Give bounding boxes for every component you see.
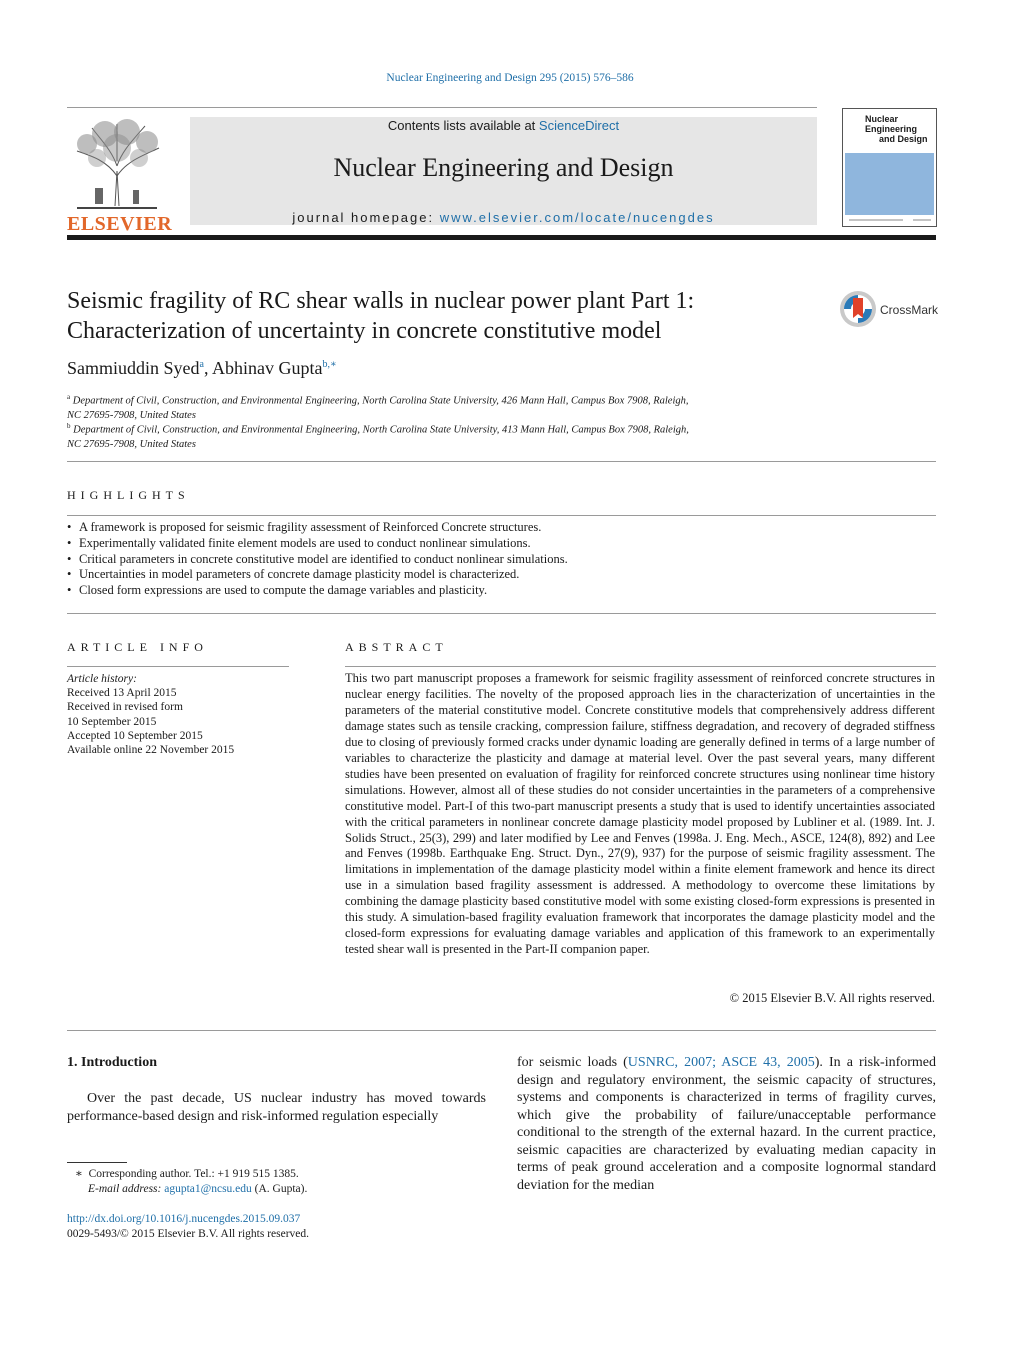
email-label: E-mail address: xyxy=(88,1182,165,1195)
intro-text: ). In a risk-informed design and regulatory environment, the seismic capacity of structures, systems and components is characterized in terms of fragility curves, which give the probability of failure/unacceptable performance conditional to the strength of the external hazard. In the current practice, seismic capacities are characterized by evaluating median capacity in terms of peak ground acceleration and a composite lognormal standard deviation for the median xyxy=(517,1055,937,1193)
cover-title-line1: Nuclear Engineering xyxy=(865,114,918,134)
journal-reference[interactable]: Nuclear Engineering and Design 295 (2015) 576–586 xyxy=(386,72,634,84)
history-entry: Available online 22 November 2015 xyxy=(67,744,235,757)
abstract-rule xyxy=(345,666,936,667)
highlights-list xyxy=(67,520,937,599)
affiliation-text: NC 27695-7908, United States xyxy=(67,410,196,421)
affiliation-text: Department of Civil, Construction, and Environmental Engineering, North Carolina State University, 426 Mann Hall, Campus Box 7908, Raleigh, xyxy=(72,395,689,407)
highlight-item: • Critical parameters in concrete constitutive model are identified to conduct nonlinear simulations. xyxy=(67,552,937,568)
contents-line xyxy=(190,118,817,133)
footnote-text: Corresponding author. Tel.: +1 919 515 1385. xyxy=(88,1168,299,1180)
highlight-item: • Experimentally validated finite element models are used to conduct nonlinear simulations. xyxy=(67,536,937,552)
cover-title xyxy=(843,109,936,144)
footnote-marker: ∗ xyxy=(75,1168,83,1180)
paper-title xyxy=(67,286,827,346)
doi-block xyxy=(67,1212,487,1241)
article-history-label: Article history: xyxy=(67,673,137,685)
paper-title-line1: Seismic fragility of RC shear walls in nuclear power plant Part 1: xyxy=(67,288,695,314)
affiliation-text: Department of Civil, Construction, and Environmental Engineering, North Carolina State University, 413 Mann Hall, Campus Box 7908, Raleigh, xyxy=(73,424,689,436)
introduction-left-column: Over the past decade, US nuclear industry has moved towards performance-based design and risk-informed regulation especially xyxy=(67,1091,486,1124)
affiliation-marker: b xyxy=(67,422,71,430)
intro-text: for seismic loads ( xyxy=(517,1055,628,1070)
author-name[interactable]: Sammiuddin Syed xyxy=(67,358,200,378)
rule-after-affiliations xyxy=(67,461,936,462)
author-list: Sammiuddin Syed$^a$, Abhinav Gupta$^{b,∗}$ xyxy=(67,358,337,378)
journal-title: Nuclear Engineering and Design xyxy=(333,153,674,182)
cover-title-line2: and Design xyxy=(879,134,928,144)
crossmark-icon xyxy=(839,290,877,328)
homepage-link[interactable]: www.elsevier.com/locate/nucengdes xyxy=(439,210,715,225)
corresponding-author-footnote xyxy=(67,1167,487,1196)
header-rule-thick xyxy=(67,235,936,240)
introduction-heading: 1. Introduction xyxy=(67,1055,157,1070)
highlight-item: • Uncertainties in model parameters of concrete damage plasticity model is characterized. xyxy=(67,567,937,583)
elsevier-logo xyxy=(67,116,173,235)
journal-cover-thumbnail[interactable] xyxy=(842,108,937,227)
homepage-prefix: journal homepage: xyxy=(292,210,440,225)
footnote-rule xyxy=(67,1162,127,1163)
abstract-text: This two part manuscript proposes a framework for seismic fragility assessment of reinforced concrete structures in nuclear energy facilities. The novelty of the proposed approach lies in the characterization of uncertainties in the parameters of the material constitutive model. Concrete constitutive models that comprehensively address different damage states such as tensile cracking, compression failure, stiffness degradation, and recovery of degraded stiffness due to closing of previously formed cracks under dynamic loading are generally defined in terms of a large number of variables to characterize the plasticity and damage at material level. Over the past several years, many different studies have been presented on evaluation of fragility for reinforced concrete structures using nonlinear time history simulations. However, almost all of these studies do not consider uncertainties in the parameters of a comprehensive constitutive model. Part-I of this two-part manuscript presents a study that is used to identify uncertainties associated with the critical parameters in nonlinear concrete damage plasticity model proposed by Lubliner et al. (1989. Int. J. Solids Struct., 25(3), 299) and later modified by Lee and Fenves (1998a. J. Eng. Mech., ASCE, 124(8), 892) and Lee and Fenves (1998b. Earthquake Eng. Struct. Dyn., 27(9), 937) for the purpose of seismic fragility assessment. The limitations in implementation of the damage plasticity model within a finite element framework and hence its direct use in a simulation based fragility assessment is addressed. A methodology to overcome these limitations by combining the damage plasticity based constitutive model with some existing closed-form expressions is presented in this study. A simulation-based fragility evaluation framework that incorporates the damage plasticity model and the closed-form expressions for evaluating damage variables and application of this framework to an experimentally tested shear wall is presented in the Part-II companion paper. xyxy=(345,671,935,957)
history-entry: 10 September 2015 xyxy=(67,715,157,728)
introduction-right-column xyxy=(517,1054,936,1194)
abstract-heading: ABSTRACT xyxy=(345,640,448,654)
publisher-name: ELSEVIER xyxy=(67,213,173,235)
paper-title-line2: Characterization of uncertainty in concrete constitutive model xyxy=(67,318,662,344)
journal-homepage xyxy=(190,210,817,225)
abstract-copyright: © 2015 Elsevier B.V. All rights reserved. xyxy=(729,991,935,1005)
highlights-heading: HIGHLIGHTS xyxy=(67,488,190,502)
history-entry: Received 13 April 2015 xyxy=(67,687,177,700)
email-link[interactable]: agupta1@ncsu.edu xyxy=(164,1182,252,1195)
article-info-heading: ARTICLE INFO xyxy=(67,640,208,654)
article-history xyxy=(67,672,289,757)
issn-copyright: 0029-5493/© 2015 Elsevier B.V. All rights reserved. xyxy=(67,1227,310,1240)
cover-footer xyxy=(843,216,936,224)
affiliation-b xyxy=(67,419,787,453)
rule-after-highlights xyxy=(67,613,936,614)
contents-prefix: Contents lists available at xyxy=(387,118,539,133)
history-entry: Accepted 10 September 2015 xyxy=(67,729,203,742)
elsevier-tree-icon xyxy=(67,116,167,212)
email-suffix: (A. Gupta). xyxy=(251,1182,308,1195)
affiliation-text: NC 27695-7908, United States xyxy=(67,439,196,450)
author-affiliation-marker[interactable]: a xyxy=(199,359,204,370)
affiliation-marker: a xyxy=(67,393,71,401)
highlight-item: • Closed form expressions are used to compute the damage variables and plasticity. xyxy=(67,583,937,599)
author-name[interactable]: Abhinav Gupta xyxy=(211,358,323,378)
article-info-rule xyxy=(67,666,289,667)
history-entry: Received in revised form xyxy=(67,701,183,714)
sciencedirect-link[interactable]: ScienceDirect xyxy=(538,118,620,133)
highlights-rule xyxy=(67,515,936,516)
doi-link[interactable]: http://dx.doi.org/10.1016/j.nucengdes.2015.09.037 xyxy=(67,1213,301,1225)
cover-footer-marks xyxy=(843,216,936,224)
cover-image xyxy=(845,153,934,215)
crossmark-badge[interactable] xyxy=(839,290,939,330)
crossmark-label: CrossMark xyxy=(880,303,939,317)
rule-after-abstract xyxy=(67,1030,936,1031)
citation-link[interactable]: USNRC, 2007; ASCE 43, 2005 xyxy=(627,1055,815,1070)
author-affiliation-marker[interactable]: b,∗ xyxy=(322,359,337,370)
highlight-item: • A framework is proposed for seismic fragility assessment of Reinforced Concrete structures. xyxy=(67,520,937,536)
header-rule-top xyxy=(67,107,817,108)
